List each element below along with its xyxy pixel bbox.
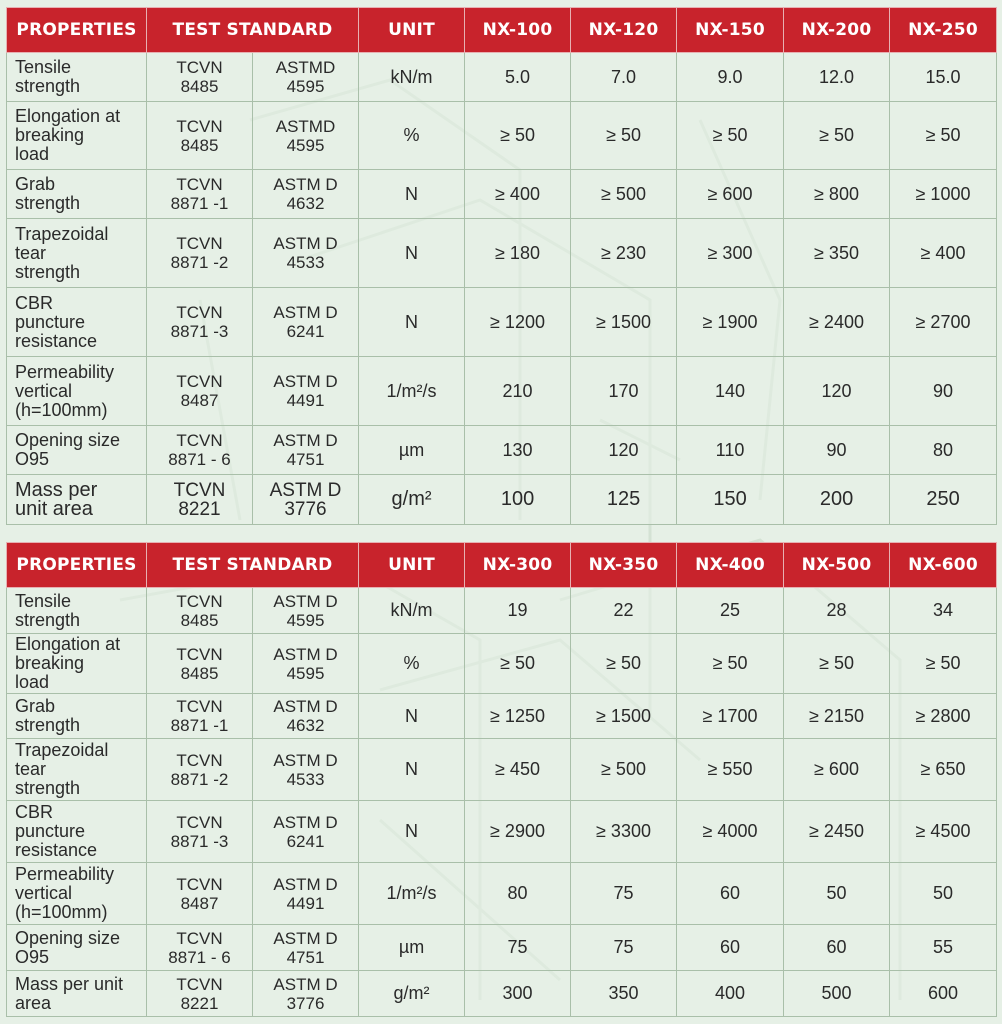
value-cell: 75 bbox=[571, 863, 677, 925]
value-cell: 120 bbox=[571, 426, 677, 475]
value-cell: 250 bbox=[890, 475, 997, 525]
header-unit: UNIT bbox=[359, 543, 465, 588]
astm-standard-cell: ASTM D 6241 bbox=[253, 801, 359, 863]
value-cell: ≥ 230 bbox=[571, 219, 677, 288]
header-grade: NX-250 bbox=[890, 8, 997, 53]
value-cell: 22 bbox=[571, 588, 677, 634]
unit-cell: µm bbox=[359, 426, 465, 475]
astm-standard-cell: ASTM D 4533 bbox=[253, 739, 359, 801]
value-cell: 12.0 bbox=[784, 53, 890, 102]
value-cell: ≥ 4000 bbox=[677, 801, 784, 863]
table-row bbox=[7, 219, 997, 288]
value-cell: ≥ 300 bbox=[677, 219, 784, 288]
tcvn-standard-cell: TCVN 8221 bbox=[147, 971, 253, 1017]
value-cell: ≥ 600 bbox=[677, 170, 784, 219]
property-cell: Opening size O95 bbox=[7, 426, 147, 475]
unit-cell: 1/m²/s bbox=[359, 357, 465, 426]
property-cell: Tensile strength bbox=[7, 588, 147, 634]
value-cell: 25 bbox=[677, 588, 784, 634]
value-cell: 300 bbox=[465, 971, 571, 1017]
unit-cell: kN/m bbox=[359, 53, 465, 102]
header-row bbox=[7, 8, 997, 53]
value-cell: ≥ 500 bbox=[571, 739, 677, 801]
value-cell: 90 bbox=[784, 426, 890, 475]
value-cell: ≥ 180 bbox=[465, 219, 571, 288]
unit-cell: N bbox=[359, 170, 465, 219]
value-cell: 55 bbox=[890, 925, 997, 971]
value-cell: ≥ 450 bbox=[465, 739, 571, 801]
value-cell: 120 bbox=[784, 357, 890, 426]
value-cell: 60 bbox=[677, 925, 784, 971]
value-cell: 80 bbox=[465, 863, 571, 925]
unit-cell: % bbox=[359, 102, 465, 170]
value-cell: ≥ 1250 bbox=[465, 694, 571, 739]
value-cell: ≥ 50 bbox=[571, 634, 677, 694]
value-cell: ≥ 350 bbox=[784, 219, 890, 288]
header-grade: NX-400 bbox=[677, 543, 784, 588]
table-row bbox=[7, 102, 997, 170]
tcvn-standard-cell: TCVN 8487 bbox=[147, 357, 253, 426]
value-cell: ≥ 50 bbox=[571, 102, 677, 170]
property-cell: Grab strength bbox=[7, 694, 147, 739]
value-cell: ≥ 2400 bbox=[784, 288, 890, 357]
value-cell: ≥ 3300 bbox=[571, 801, 677, 863]
tcvn-standard-cell: TCVN 8871 -2 bbox=[147, 219, 253, 288]
property-cell: Permeability vertical (h=100mm) bbox=[7, 357, 147, 426]
tcvn-standard-cell: TCVN 8487 bbox=[147, 863, 253, 925]
tcvn-standard-cell: TCVN 8221 bbox=[147, 475, 253, 525]
value-cell: 140 bbox=[677, 357, 784, 426]
value-cell: 50 bbox=[784, 863, 890, 925]
table-row bbox=[7, 170, 997, 219]
spec-table-2 bbox=[6, 542, 997, 1017]
value-cell: 34 bbox=[890, 588, 997, 634]
value-cell: ≥ 50 bbox=[465, 102, 571, 170]
unit-cell: 1/m²/s bbox=[359, 863, 465, 925]
table-row bbox=[7, 863, 997, 925]
value-cell: 210 bbox=[465, 357, 571, 426]
header-grade: NX-120 bbox=[571, 8, 677, 53]
value-cell: 19 bbox=[465, 588, 571, 634]
table-row bbox=[7, 53, 997, 102]
value-cell: ≥ 50 bbox=[465, 634, 571, 694]
value-cell: 130 bbox=[465, 426, 571, 475]
value-cell: 90 bbox=[890, 357, 997, 426]
property-cell: Elongation at breaking load bbox=[7, 634, 147, 694]
value-cell: 400 bbox=[677, 971, 784, 1017]
table-row bbox=[7, 801, 997, 863]
unit-cell: g/m² bbox=[359, 971, 465, 1017]
property-cell: Opening size O95 bbox=[7, 925, 147, 971]
unit-cell: kN/m bbox=[359, 588, 465, 634]
property-cell: Elongation at breaking load bbox=[7, 102, 147, 170]
value-cell: 60 bbox=[784, 925, 890, 971]
value-cell: ≥ 2450 bbox=[784, 801, 890, 863]
table-row bbox=[7, 925, 997, 971]
property-cell: Mass per unit area bbox=[7, 475, 147, 525]
table-row bbox=[7, 634, 997, 694]
tcvn-standard-cell: TCVN 8871 - 6 bbox=[147, 925, 253, 971]
table-row bbox=[7, 357, 997, 426]
value-cell: ≥ 2700 bbox=[890, 288, 997, 357]
property-cell: Trapezoidal tear strength bbox=[7, 739, 147, 801]
astm-standard-cell: ASTM D 4533 bbox=[253, 219, 359, 288]
value-cell: ≥ 50 bbox=[677, 102, 784, 170]
unit-cell: N bbox=[359, 739, 465, 801]
table-row bbox=[7, 475, 997, 525]
value-cell: 9.0 bbox=[677, 53, 784, 102]
value-cell: ≥ 650 bbox=[890, 739, 997, 801]
value-cell: ≥ 2150 bbox=[784, 694, 890, 739]
astm-standard-cell: ASTM D 4751 bbox=[253, 426, 359, 475]
value-cell: ≥ 1500 bbox=[571, 694, 677, 739]
value-cell: 150 bbox=[677, 475, 784, 525]
value-cell: 15.0 bbox=[890, 53, 997, 102]
header-grade: NX-600 bbox=[890, 543, 997, 588]
header-properties: PROPERTIES bbox=[7, 543, 147, 588]
astm-standard-cell: ASTMD 4595 bbox=[253, 53, 359, 102]
value-cell: 170 bbox=[571, 357, 677, 426]
unit-cell: N bbox=[359, 801, 465, 863]
value-cell: 100 bbox=[465, 475, 571, 525]
astm-standard-cell: ASTM D 4595 bbox=[253, 588, 359, 634]
header-grade: NX-300 bbox=[465, 543, 571, 588]
astm-standard-cell: ASTMD 4595 bbox=[253, 102, 359, 170]
astm-standard-cell: ASTM D 3776 bbox=[253, 971, 359, 1017]
value-cell: 350 bbox=[571, 971, 677, 1017]
unit-cell: g/m² bbox=[359, 475, 465, 525]
value-cell: ≥ 1700 bbox=[677, 694, 784, 739]
tcvn-standard-cell: TCVN 8871 -1 bbox=[147, 170, 253, 219]
value-cell: 125 bbox=[571, 475, 677, 525]
tcvn-standard-cell: TCVN 8871 -3 bbox=[147, 801, 253, 863]
unit-cell: N bbox=[359, 694, 465, 739]
header-properties: PROPERTIES bbox=[7, 8, 147, 53]
header-test-standard: TEST STANDARD bbox=[147, 8, 359, 53]
value-cell: 110 bbox=[677, 426, 784, 475]
value-cell: ≥ 50 bbox=[677, 634, 784, 694]
value-cell: ≥ 400 bbox=[465, 170, 571, 219]
table-row bbox=[7, 588, 997, 634]
value-cell: ≥ 50 bbox=[890, 102, 997, 170]
value-cell: ≥ 400 bbox=[890, 219, 997, 288]
tcvn-standard-cell: TCVN 8871 - 6 bbox=[147, 426, 253, 475]
table-row bbox=[7, 694, 997, 739]
property-cell: CBR puncture resistance bbox=[7, 801, 147, 863]
table-row bbox=[7, 288, 997, 357]
value-cell: 75 bbox=[465, 925, 571, 971]
value-cell: 28 bbox=[784, 588, 890, 634]
tcvn-standard-cell: TCVN 8871 -1 bbox=[147, 694, 253, 739]
property-cell: Permeability vertical (h=100mm) bbox=[7, 863, 147, 925]
astm-standard-cell: ASTM D 4491 bbox=[253, 357, 359, 426]
value-cell: 200 bbox=[784, 475, 890, 525]
value-cell: 60 bbox=[677, 863, 784, 925]
header-grade: NX-150 bbox=[677, 8, 784, 53]
header-test-standard: TEST STANDARD bbox=[147, 543, 359, 588]
value-cell: 80 bbox=[890, 426, 997, 475]
value-cell: ≥ 2900 bbox=[465, 801, 571, 863]
table-row bbox=[7, 739, 997, 801]
value-cell: ≥ 1900 bbox=[677, 288, 784, 357]
value-cell: ≥ 50 bbox=[784, 102, 890, 170]
astm-standard-cell: ASTM D 3776 bbox=[253, 475, 359, 525]
astm-standard-cell: ASTM D 4595 bbox=[253, 634, 359, 694]
table-row bbox=[7, 426, 997, 475]
value-cell: 75 bbox=[571, 925, 677, 971]
value-cell: ≥ 550 bbox=[677, 739, 784, 801]
header-row bbox=[7, 543, 997, 588]
value-cell: ≥ 1500 bbox=[571, 288, 677, 357]
value-cell: ≥ 2800 bbox=[890, 694, 997, 739]
unit-cell: µm bbox=[359, 925, 465, 971]
astm-standard-cell: ASTM D 6241 bbox=[253, 288, 359, 357]
tcvn-standard-cell: TCVN 8871 -3 bbox=[147, 288, 253, 357]
value-cell: ≥ 1200 bbox=[465, 288, 571, 357]
table-row bbox=[7, 971, 997, 1017]
value-cell: ≥ 1000 bbox=[890, 170, 997, 219]
tcvn-standard-cell: TCVN 8485 bbox=[147, 102, 253, 170]
astm-standard-cell: ASTM D 4632 bbox=[253, 170, 359, 219]
property-cell: Trapezoidal tear strength bbox=[7, 219, 147, 288]
value-cell: ≥ 50 bbox=[890, 634, 997, 694]
property-cell: CBR puncture resistance bbox=[7, 288, 147, 357]
astm-standard-cell: ASTM D 4491 bbox=[253, 863, 359, 925]
unit-cell: N bbox=[359, 219, 465, 288]
header-grade: NX-200 bbox=[784, 8, 890, 53]
tcvn-standard-cell: TCVN 8485 bbox=[147, 588, 253, 634]
header-grade: NX-500 bbox=[784, 543, 890, 588]
value-cell: 600 bbox=[890, 971, 997, 1017]
astm-standard-cell: ASTM D 4751 bbox=[253, 925, 359, 971]
tcvn-standard-cell: TCVN 8871 -2 bbox=[147, 739, 253, 801]
value-cell: 500 bbox=[784, 971, 890, 1017]
spec-table-1 bbox=[6, 7, 997, 525]
header-grade: NX-100 bbox=[465, 8, 571, 53]
tcvn-standard-cell: TCVN 8485 bbox=[147, 53, 253, 102]
unit-cell: % bbox=[359, 634, 465, 694]
astm-standard-cell: ASTM D 4632 bbox=[253, 694, 359, 739]
property-cell: Mass per unit area bbox=[7, 971, 147, 1017]
header-unit: UNIT bbox=[359, 8, 465, 53]
value-cell: ≥ 500 bbox=[571, 170, 677, 219]
value-cell: 50 bbox=[890, 863, 997, 925]
value-cell: 5.0 bbox=[465, 53, 571, 102]
value-cell: ≥ 600 bbox=[784, 739, 890, 801]
value-cell: ≥ 4500 bbox=[890, 801, 997, 863]
value-cell: ≥ 50 bbox=[784, 634, 890, 694]
value-cell: ≥ 800 bbox=[784, 170, 890, 219]
unit-cell: N bbox=[359, 288, 465, 357]
header-grade: NX-350 bbox=[571, 543, 677, 588]
value-cell: 7.0 bbox=[571, 53, 677, 102]
property-cell: Grab strength bbox=[7, 170, 147, 219]
tcvn-standard-cell: TCVN 8485 bbox=[147, 634, 253, 694]
property-cell: Tensile strength bbox=[7, 53, 147, 102]
